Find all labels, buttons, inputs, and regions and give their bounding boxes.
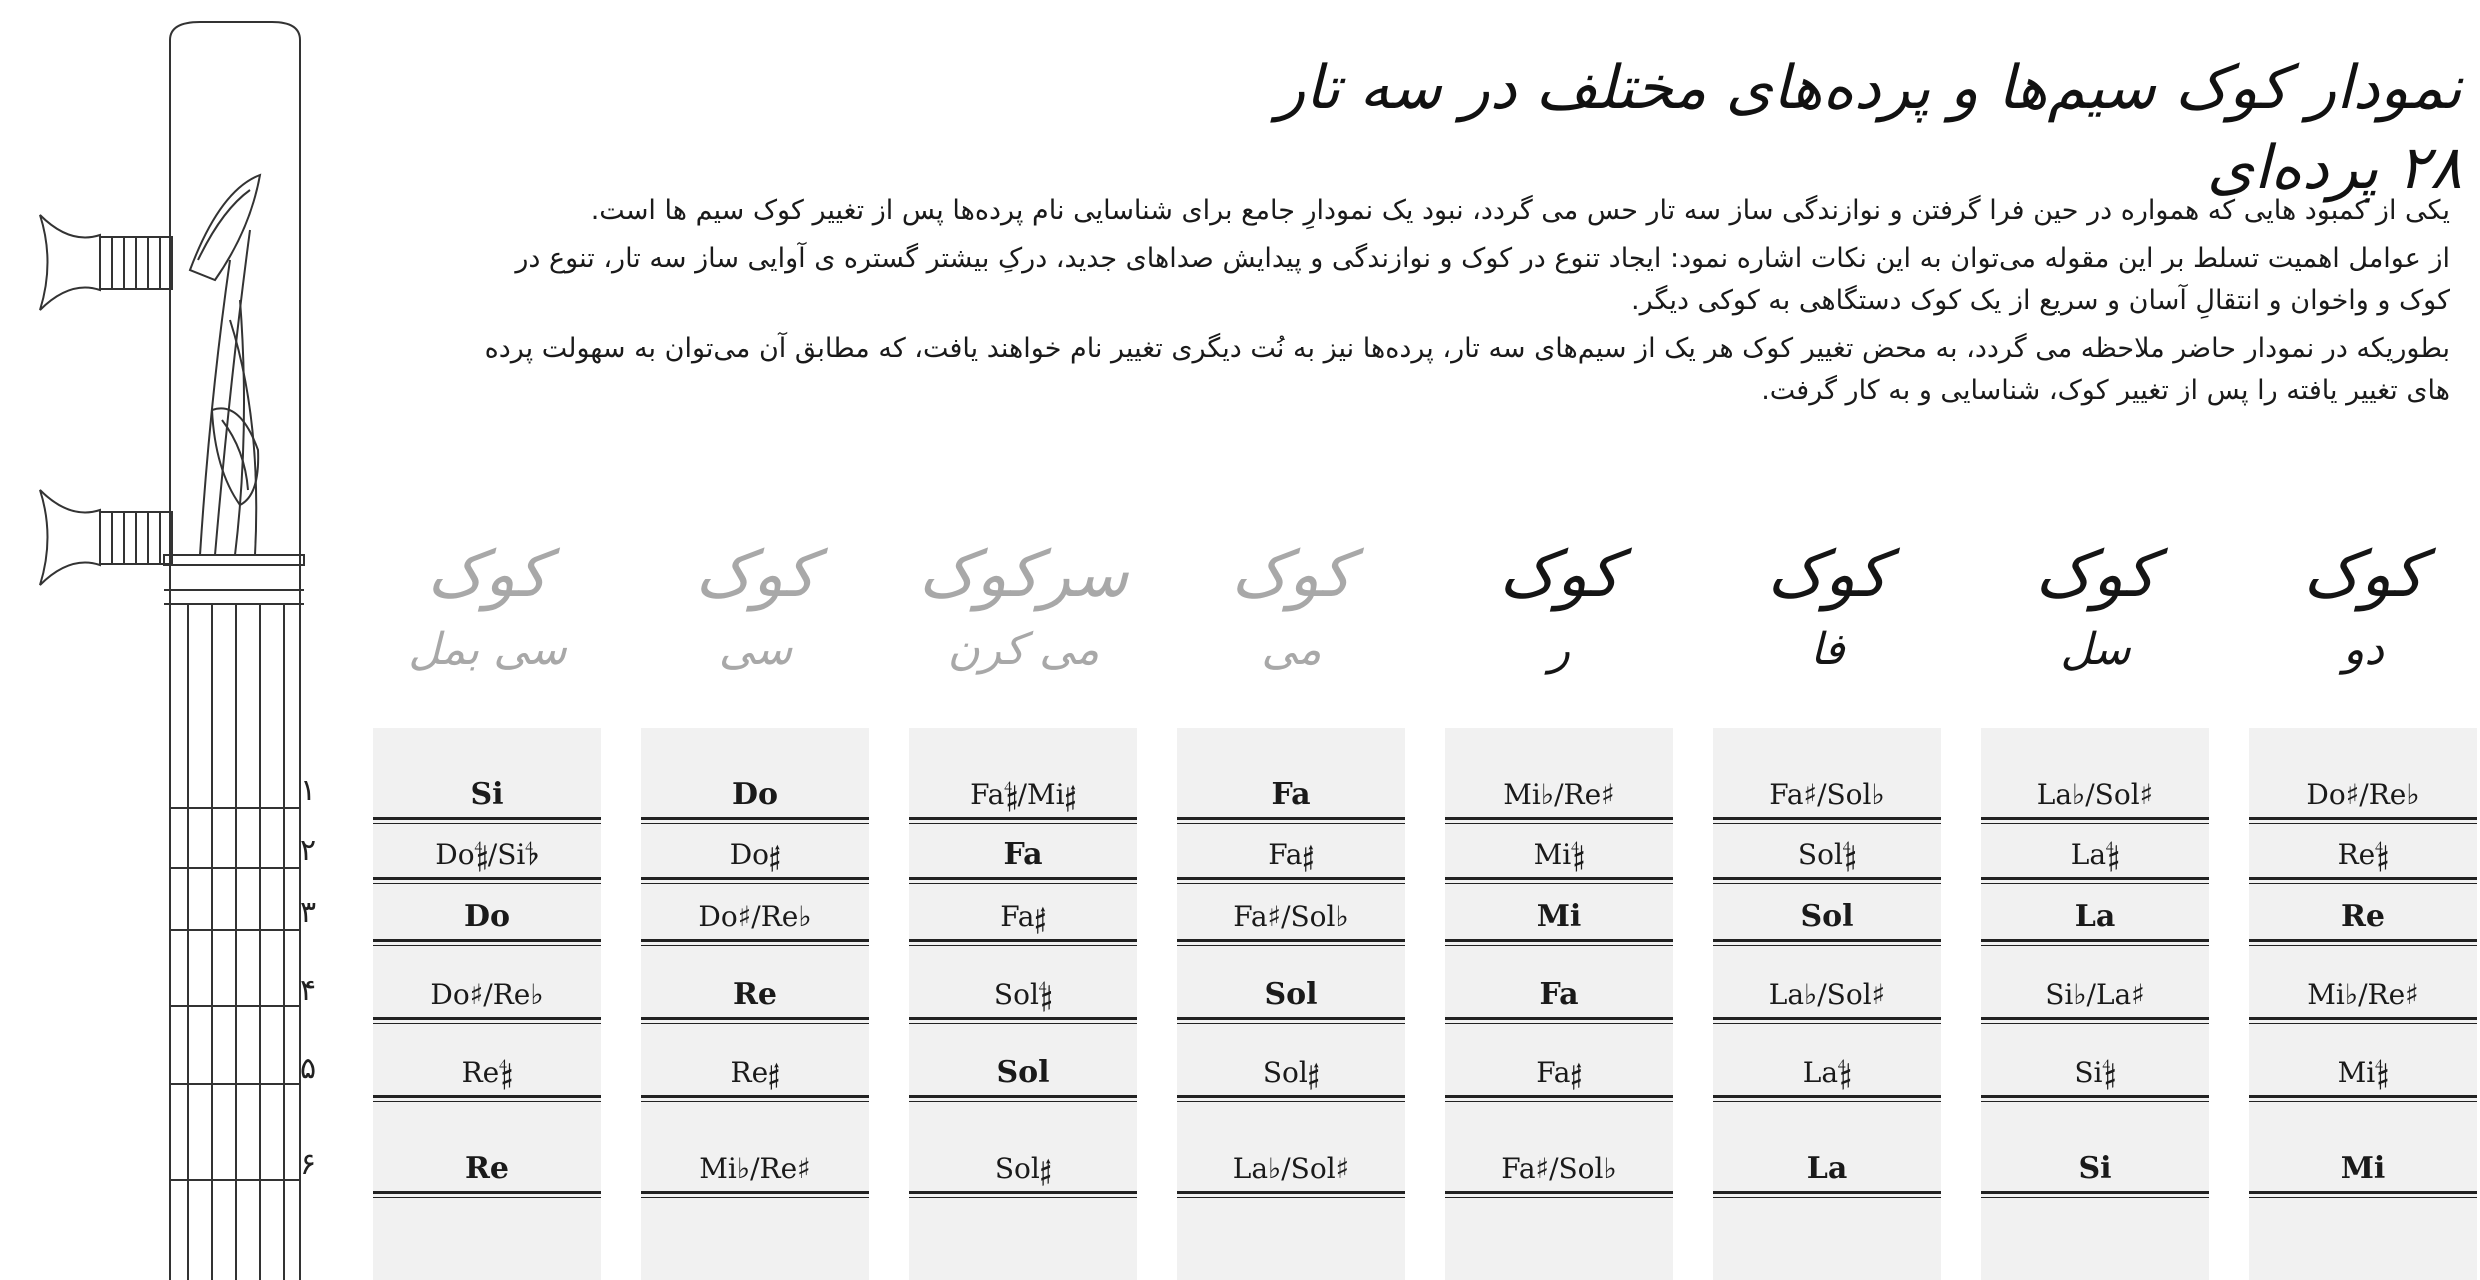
fret-rule <box>373 945 601 946</box>
fret-number: ۲ <box>300 833 317 868</box>
fret-rule <box>641 1197 869 1198</box>
fret-note-cell: La𝄲 <box>1802 1056 1852 1089</box>
fret-note-cell: Fa𝄰 <box>1000 900 1046 933</box>
fret-note-cell: Re𝄰 <box>730 1056 780 1089</box>
fret-rule <box>641 817 869 820</box>
fret-rule <box>373 817 601 820</box>
tuning-header-kook: کوک <box>1231 538 1352 612</box>
fret-rule <box>909 1101 1137 1102</box>
fret-number: ۳ <box>300 895 317 930</box>
fret-rule <box>1177 883 1405 884</box>
fret-note-cell: La <box>2074 899 2116 934</box>
fret-rule <box>1981 1023 2209 1024</box>
fret-rule <box>2249 877 2477 880</box>
fret-rule <box>1981 1197 2209 1198</box>
tuning-header-kook: کوک <box>2303 538 2424 612</box>
tuning-header-kook: کوک <box>1499 538 1620 612</box>
fret-rule <box>1177 1017 1405 1020</box>
fret-rule <box>373 1101 601 1102</box>
fret-rule <box>909 1017 1137 1020</box>
fret-rule <box>1177 939 1405 942</box>
fret-note-cell: La <box>1806 1151 1848 1186</box>
fret-number: ۴ <box>300 973 317 1008</box>
fret-rule <box>2249 823 2477 824</box>
fret-note-cell: Do <box>463 899 511 934</box>
fret-rule <box>1177 1191 1405 1194</box>
fret-rule <box>373 1095 601 1098</box>
fret-note-cell: Mi♭/Re♯ <box>699 1152 811 1185</box>
fret-rule <box>1981 883 2209 884</box>
fret-note-cell: La♭/Sol♯ <box>2036 778 2154 811</box>
fret-rule <box>909 945 1137 946</box>
fret-rule <box>1713 1101 1941 1102</box>
fret-rule <box>1445 945 1673 946</box>
fret-rule <box>1445 1017 1673 1020</box>
intro-paragraph: یکی از کمبود هایی که همواره در حین فرا گرفتن و نوازندگی ساز سه تار حس می گردد، نبود یک نمودارِ جامع برای شناسایی نام پرده‌ها پس از تغییر کوک سیم ها است. <box>590 195 2450 226</box>
tuning-header-note: ر <box>1548 624 1571 675</box>
fret-rule <box>1713 823 1941 824</box>
tuning-header-note: می کرن <box>947 624 1100 675</box>
upper-peg-icon <box>40 175 260 310</box>
fret-rule <box>2249 1191 2477 1194</box>
fret-note-cell: Sol𝄰 <box>1262 1056 1320 1089</box>
tuning-header <box>1447 530 1672 700</box>
tuning-header-note: سل <box>2060 624 2131 675</box>
tuning-header <box>643 530 868 700</box>
fret-note-cell: La♭/Sol♯ <box>1768 978 1886 1011</box>
fret-note-cell: Si <box>2078 1151 2112 1186</box>
fret-rule <box>1981 817 2209 820</box>
fret-rule <box>1981 939 2209 942</box>
fret-note-cell: Do𝄲/Si𝄳 <box>435 838 539 871</box>
fret-rule <box>1177 1095 1405 1098</box>
fret-rule <box>641 945 869 946</box>
fret-rule <box>909 1197 1137 1198</box>
fret-rule <box>373 823 601 824</box>
fret-rule <box>909 883 1137 884</box>
fret-rule <box>909 823 1137 824</box>
fret-note-cell: Do♯/Re♭ <box>430 978 544 1011</box>
fret-rule <box>373 1017 601 1020</box>
fret-rule <box>641 1023 869 1024</box>
fret-rule <box>373 1191 601 1194</box>
fret-rule <box>1445 877 1673 880</box>
fret-rule <box>1713 877 1941 880</box>
tuning-header-note: می <box>1261 624 1322 675</box>
tuning-header <box>375 530 600 700</box>
tuning-header-kook: کوک <box>2035 538 2156 612</box>
intro-paragraph: بطوریکه در نمودار حاضر ملاحظه می گردد، به محض تغییر کوک هر یک از سیم‌های سه تار، پرده‌ها نیز به نُت دیگری تغییر نام خواهند یافت، که مطابق آن می‌توان به سهولت پرده های تغییر یافته را پس از تغییر کوک، شناسایی و به کار گرفت. <box>484 333 2450 406</box>
intro-text <box>460 190 2450 418</box>
fret-rule <box>1445 1023 1673 1024</box>
fret-note-cell: Si <box>470 777 504 812</box>
tuning-header <box>1179 530 1404 700</box>
fret-note-cell: Fa <box>1271 777 1311 812</box>
fret-number: ۱ <box>300 773 317 808</box>
fret-rule <box>909 1095 1137 1098</box>
tuning-header <box>2251 530 2476 700</box>
fret-rule <box>1981 1017 2209 1020</box>
fret-note-cell: Re <box>732 977 778 1012</box>
fret-rule <box>641 1191 869 1194</box>
fret-note-cell: Sol𝄲 <box>1797 838 1857 871</box>
tuning-header-note: سی بمل <box>408 624 567 675</box>
fret-note-cell: Do <box>731 777 779 812</box>
fret-rule <box>2249 939 2477 942</box>
fret-note-cell: Mi♭/Re♯ <box>2307 978 2419 1011</box>
fret-note-cell: Sol <box>1264 977 1318 1012</box>
fret-rule <box>641 1101 869 1102</box>
page-title: نمودار کوک سیم‌ها و پرده‌های مختلف در سه تار ۲۸ پرده‌ای <box>1276 53 2462 203</box>
intro-paragraph: از عوامل اهمیت تسلط بر این مقوله می‌توان به این نکات اشاره نمود: ایجاد تنوع در کوک و نوازندگی و پیدایش صداهای جدید، درکِ بیشتر گستره ی آوایی ساز سه تار، تنوع در کوک و واخوان و انتقالِ آسان و سریع از یک کوک دستگاهی به کوکی دیگر. <box>515 243 2450 316</box>
fret-rule <box>1177 945 1405 946</box>
fret-note-cell: Fa <box>1539 977 1579 1012</box>
setar-neck-illustration <box>0 0 320 1280</box>
fret-note-cell: Re <box>2340 899 2386 934</box>
fret-rule <box>1713 1017 1941 1020</box>
fret-rule <box>1713 1191 1941 1194</box>
fret-note-cell: Mi𝄲 <box>1533 838 1585 871</box>
fret-rule <box>641 823 869 824</box>
fret-note-cell: Do𝄰 <box>729 838 781 871</box>
fret-rule <box>373 1023 601 1024</box>
fret-number: ۶ <box>300 1147 317 1182</box>
fret-note-cell: La♭/Sol♯ <box>1232 1152 1350 1185</box>
fret-note-cell: Sol𝄰 <box>994 1152 1052 1185</box>
tuning-header-kook: کوک <box>1767 538 1888 612</box>
fret-rule <box>909 817 1137 820</box>
fret-rule <box>1177 1197 1405 1198</box>
fret-rule <box>2249 1017 2477 1020</box>
fret-rule <box>1713 939 1941 942</box>
fret-rule <box>1445 817 1673 820</box>
tuning-header-kook: سرکوک <box>918 538 1129 612</box>
fret-rule <box>1445 1095 1673 1098</box>
fret-rule <box>641 883 869 884</box>
fret-rule <box>1445 883 1673 884</box>
fret-note-cell: Si♭/La♯ <box>2045 978 2145 1011</box>
fret-rule <box>1445 939 1673 942</box>
fret-rule <box>641 1095 869 1098</box>
fret-rule <box>373 1197 601 1198</box>
fret-rule <box>1445 1191 1673 1194</box>
fret-rule <box>909 1191 1137 1194</box>
fret-note-cell: Fa𝄲/Mi𝄰 <box>970 778 1076 811</box>
fret-rule <box>1177 877 1405 880</box>
fret-rule <box>1177 817 1405 820</box>
fret-rule <box>909 877 1137 880</box>
fret-rule <box>641 1017 869 1020</box>
fret-rule <box>1981 1101 2209 1102</box>
fret-rule <box>1713 945 1941 946</box>
tuning-header-kook: کوک <box>427 538 548 612</box>
fret-note-cell: Mi <box>2340 1151 2386 1186</box>
fret-note-cell: Fa <box>1003 837 1043 872</box>
fret-note-cell: Mi♭/Re♯ <box>1503 778 1615 811</box>
fret-rule <box>1177 1023 1405 1024</box>
fret-note-cell: Re <box>464 1151 510 1186</box>
fret-note-cell: La𝄲 <box>2070 838 2120 871</box>
tuning-header <box>911 530 1136 700</box>
fret-rule <box>641 939 869 942</box>
tuning-header-note: دو <box>2343 624 2384 675</box>
fret-rule <box>909 1023 1137 1024</box>
fret-note-cell: Sol𝄲 <box>993 978 1053 1011</box>
fret-rule <box>373 939 601 942</box>
fret-rule <box>1981 877 2209 880</box>
fret-rule <box>1445 1197 1673 1198</box>
tuning-header <box>1715 530 1940 700</box>
fret-rule <box>909 939 1137 942</box>
fret-rule <box>641 877 869 880</box>
fret-note-cell: Fa𝄰 <box>1536 1056 1582 1089</box>
fret-rule <box>1713 1095 1941 1098</box>
fret-rule <box>2249 1095 2477 1098</box>
fret-number: ۵ <box>300 1051 317 1086</box>
tuning-header-note: سی <box>718 624 793 675</box>
fret-rule <box>1713 883 1941 884</box>
fret-rule <box>2249 1023 2477 1024</box>
fret-note-cell: Mi𝄲 <box>2337 1056 2389 1089</box>
fret-note-cell: Sol <box>996 1055 1050 1090</box>
fret-note-cell: Fa♯/Sol♭ <box>1769 778 1885 811</box>
fret-rule <box>1177 823 1405 824</box>
fret-note-cell: Do♯/Re♭ <box>698 900 812 933</box>
fret-rule <box>1981 823 2209 824</box>
fret-note-cell: Fa♯/Sol♭ <box>1501 1152 1617 1185</box>
fret-note-cell: Sol <box>1800 899 1854 934</box>
fret-rule <box>1981 945 2209 946</box>
fret-rule <box>2249 945 2477 946</box>
tuning-header-kook: کوک <box>695 538 816 612</box>
fret-rule <box>2249 883 2477 884</box>
tuning-header <box>1983 530 2208 700</box>
fret-rule <box>1445 823 1673 824</box>
fret-rule <box>373 877 601 880</box>
fret-rule <box>2249 817 2477 820</box>
fret-rule <box>1981 1191 2209 1194</box>
fret-note-cell: Re𝄲 <box>461 1056 513 1089</box>
fret-note-cell: Mi <box>1536 899 1582 934</box>
fret-rule <box>373 883 601 884</box>
fret-rule <box>1713 1197 1941 1198</box>
fret-note-cell: Do♯/Re♭ <box>2306 778 2420 811</box>
fret-note-cell: Re𝄲 <box>2337 838 2389 871</box>
nut <box>164 555 304 565</box>
tuning-header-note: فا <box>1810 624 1845 675</box>
fret-rule <box>1445 1101 1673 1102</box>
fret-rule <box>2249 1101 2477 1102</box>
fret-rule <box>1713 1023 1941 1024</box>
fret-note-cell: Fa𝄰 <box>1268 838 1314 871</box>
fret-rule <box>1981 1095 2209 1098</box>
fret-note-cell: Si𝄲 <box>2074 1056 2116 1089</box>
fret-rule <box>1713 817 1941 820</box>
fret-rule <box>2249 1197 2477 1198</box>
fret-rule <box>1177 1101 1405 1102</box>
fret-note-cell: Fa♯/Sol♭ <box>1233 900 1349 933</box>
